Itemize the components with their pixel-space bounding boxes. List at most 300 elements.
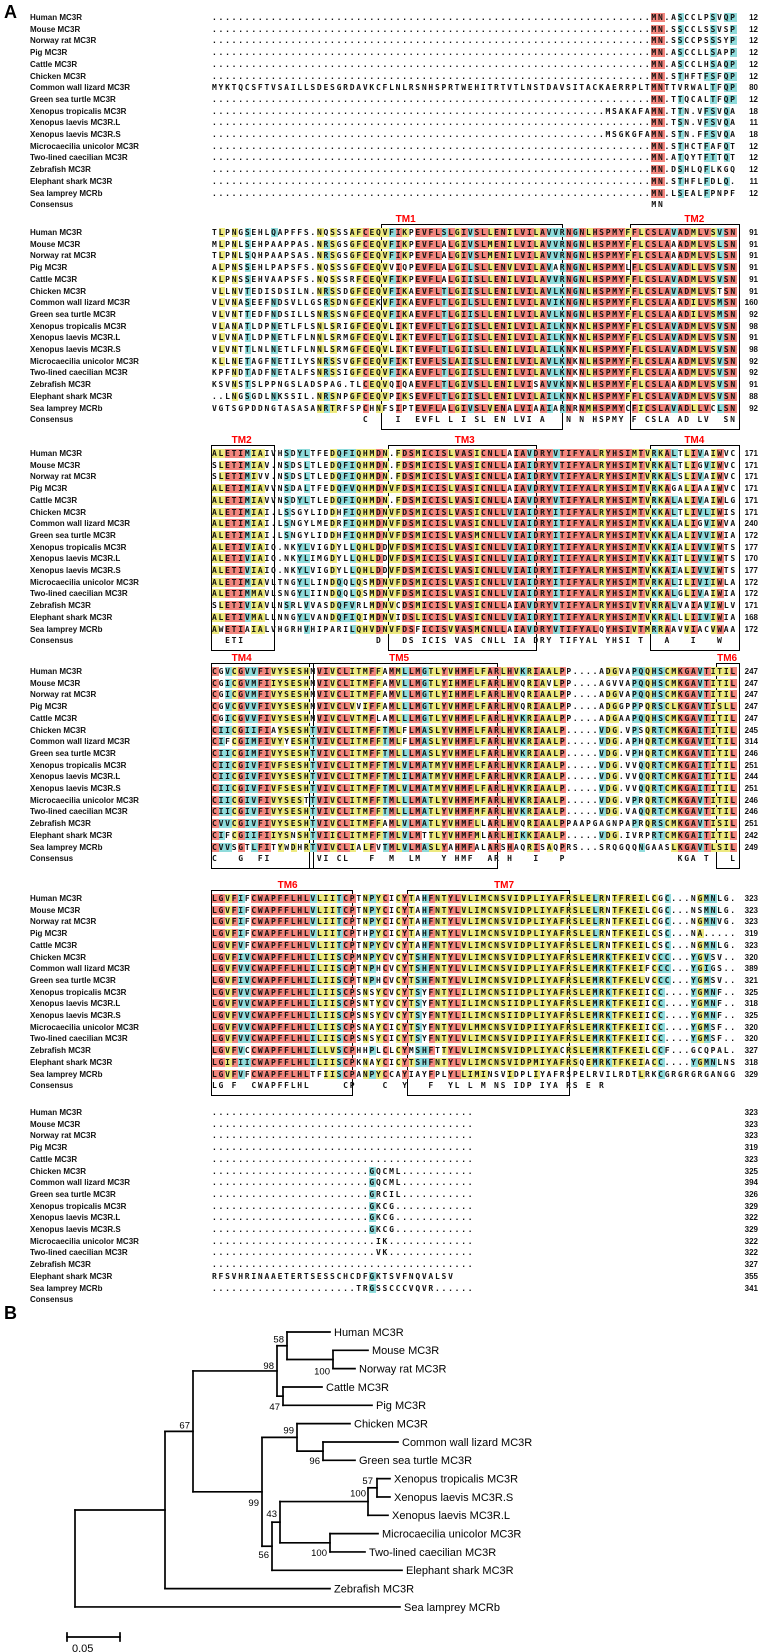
species-label: Microcaecilia unicolor MC3R [30, 577, 139, 587]
residue-number: 318 [744, 999, 758, 1009]
residue-number: 91 [749, 286, 758, 296]
species-label: Consensus [30, 200, 74, 210]
species-label: Human MC3R [30, 449, 83, 458]
sequence-row: ETI D DS ICIS VAS CNLL IA DRY TIFYAL YHSI T A I W [212, 636, 737, 646]
sequence-row: CIICGIIFIAYSESHTVIVCLITMFFTMLFLMASLYVHMFLFARLHVKRIAALP.....VDG.VPSQRTCMKGAITITIL [212, 725, 737, 735]
tm-domain-label: TM6 [277, 879, 298, 891]
tm-domain-label: TM4 [231, 652, 252, 664]
sequence-row: CIICGIVFIVFSESHTVIVCLITMFFTMLVLMATMYVHMFLFARLHVKRIAALP.....VDG.VVQQRTCMKGAITITIL [212, 760, 737, 770]
species-label: Green sea turtle MC3R [30, 94, 116, 104]
species-label: Chicken MC3R [30, 71, 87, 81]
sequence-row: ............................................................MSAKAFAMN.TTN.VFSVQA [212, 106, 744, 116]
residue-number: 172 [744, 589, 758, 599]
species-label: Pig MC3R [30, 48, 68, 58]
taxon-label: Sea lamprey MCRb [404, 1601, 500, 1614]
sequence-row: ........................GQCML........... [212, 1178, 475, 1188]
species-label: Cattle MC3R [30, 1154, 78, 1164]
species-label: Norway rat MC3R [30, 251, 97, 261]
species-label: Chicken MC3R [30, 1166, 87, 1176]
species-label: Xenopus tropicalis MC3R [30, 760, 127, 770]
residue-number: 355 [744, 1271, 758, 1281]
taxon-label: Common wall lizard MC3R [402, 1436, 533, 1449]
sequence-row: VLLNVTEDISDSILN.NRSSDGFCEQVFIKAEVFLTLGIISLLENILVILAVLKNGNLHSPMYFFLCSLAVADMLVSTSN [212, 286, 737, 296]
residue-number: 18 [749, 106, 758, 116]
sequence-row: ...................................................................MN.LSEALFPNPF [212, 188, 744, 198]
residue-number: 12 [749, 71, 758, 81]
sequence-row: ..LNGSGDLNKSSIL.NRSNPGFCEQVPIKSEVFLTLGIISLLENILVILAILKNKNLHSPMYFFLCSLAVADMLVSVSN [212, 391, 737, 401]
species-label: Mouse MC3R [30, 905, 81, 915]
bootstrap-value: 58 [273, 1334, 284, 1346]
sequence-row: CIICGIVFIVYSESTTVIVCLITMFFTMLLLMATLYVHMFMFARLHVKRIAALP.....VDG.VPRQRTCMKGAVTITIL [212, 795, 737, 805]
species-label: Two-lined caecilian MC3R [30, 1034, 128, 1044]
residue-number: 251 [744, 784, 758, 793]
species-label: Xenopus laevis MC3R.L [30, 772, 121, 782]
residue-number: 247 [744, 713, 758, 723]
sequence-row: KLLNETAGFNETILYSNRSSVGFCEQVFIKTEVFLSLAIISLLENILVILAVLKNKNLHSPMYFFLCSLAAADMLVSVSN [212, 356, 737, 366]
residue-number: 394 [744, 1178, 758, 1188]
species-label: Chicken MC3R [30, 952, 87, 962]
residue-number: 329 [744, 1201, 758, 1211]
residue-number: 12 [749, 188, 758, 198]
sequence-row: ...................................................................MN.TTQCALTFQP [212, 94, 737, 104]
species-label: Human MC3R [30, 13, 83, 22]
residue-number: 319 [744, 929, 758, 939]
species-label: Common wall lizard MC3R [30, 737, 131, 747]
residue-number: 171 [744, 601, 758, 611]
taxon-label: Green sea turtle MC3R [359, 1455, 473, 1468]
sequence-row: SLETIMIAV.NSDSLTLEDQFIQHMDN.FDSMICISLVASICNLLAIAIDRYVTIFYALRYHSIMTVRKALTLIGVIWVC [212, 460, 737, 470]
residue-number: 329 [744, 1225, 758, 1234]
sequence-row: LGVFIFCWAPFFLHLVLIITCPTNPYCICYTAHFNTYLVLIMCNSVIDPLIYAFRSLELRNTFREILCGC...NGMNLG. [212, 894, 737, 903]
sequence-row: CGICGVMFIVYSESHMVIVCLITMFFAMVLLMGTLYIHMFLFARLHVQRIAALPP....ADGVAPQQHSCMKGAVTITIL [212, 690, 737, 700]
species-label: Green sea turtle MC3R [30, 748, 116, 758]
species-label: Mouse MC3R [30, 460, 81, 470]
panel-a-label: A [4, 2, 17, 22]
species-label: Elephant shark MC3R [30, 830, 113, 840]
sequence-row: CIICGIMFIVYSESHTVIVCLITMFFTMLLLMASLYVHMFLFARLHVKRIAALP.....VDG.VPHQRTCMKGAVTITIL [212, 748, 737, 758]
bootstrap-value: 99 [283, 1425, 294, 1437]
species-label: Norway rat MC3R [30, 1131, 97, 1141]
residue-number: 88 [749, 391, 758, 401]
sequence-row: LGVFVVCWAPFFLHLILIISCPSNAYCICYTSYFNTYLVLMMCNSVIDPIIYAFRSLEMRKTFKEIICC....YGMSF.. [212, 1022, 737, 1032]
residue-number: 12 [749, 24, 758, 34]
phylogenetic-tree [0, 1300, 772, 1652]
residue-number: 172 [744, 530, 758, 540]
sequence-row: CVVSGTLFITYWDHRTVIVCLIALFVTMLVLMASLYAHMFALARSHAQRISAQPRS...SRQGQQNGAASLKGAVTLSIL [212, 842, 737, 852]
sequence-row: .........................VK............. [212, 1248, 475, 1258]
species-label: Chicken MC3R [30, 507, 87, 517]
sequence-row: ........................................ [212, 1119, 475, 1129]
species-label: Consensus [30, 1081, 74, 1091]
sequence-row: MLPNLSEHPAAPPAS.NRSGSGFCEQVFIKPEVFLALGIVSLMENILVILAVVRNGNLHSPMYFFLCSLAAADMLVSLSN [212, 239, 737, 249]
residue-number: 389 [744, 964, 758, 974]
sequence-row: TLPNGSEHLQAPFFS.NQSSSAFCEQVFIKPEVFLSLGIVSLLENILVILAVVRNGNLHSPMYFFLCSLAVADMLVSVSN [212, 228, 737, 237]
bootstrap-value: 56 [258, 1550, 269, 1562]
sequence-row: ...................................................................MN.ASCCLHSAQP [212, 59, 737, 69]
sequence-row: ALETIVIAIQ.NKYLIMGDYLLQHLDDVFDSMICISLVASICNLLVIAIDRYITIFYALRYHSIMTVKKAITLIVVIWTS [212, 554, 737, 564]
species-label: Chicken MC3R [30, 725, 87, 735]
species-label: Norway rat MC3R [30, 36, 97, 46]
sequence-row: LGVFIVCWAPFFLHLILIISCPTNPHCVCYTSHFNTYLVLIMCNSVIDPLIYAFRSLEMRKTFKELVCCC...YGMSV.. [212, 975, 737, 985]
residue-number: 320 [744, 952, 758, 962]
residue-number: 171 [744, 507, 758, 517]
residue-number: 323 [744, 905, 758, 915]
species-label: Human MC3R [30, 894, 83, 903]
residue-number: 323 [744, 917, 758, 927]
taxon-label: Zebrafish MC3R [334, 1583, 415, 1596]
sequence-row: ...................................................................MN.TSN.VFSVQA [212, 118, 744, 128]
sequence-row: KPFNDTADFNETALFSNRSSIGFCEQVFIKAEVFLTLGIISLLENILVILAVLKNKNLHSPMYFFLCSLAAADMLVSVSN [212, 368, 737, 378]
species-label: Consensus [30, 854, 74, 864]
sequence-row: ...................................................................MN.STHCTFAFQT [212, 141, 744, 151]
species-label: Two-lined caecilian MC3R [30, 368, 128, 378]
sequence-row: ...................................................................MN.SSCCLSSVSP [212, 24, 737, 34]
residue-number: 323 [744, 940, 758, 950]
residue-number: 91 [749, 251, 758, 261]
sequence-row: ALETIMIAI.LSNGYLIDDHFIQHMDNVFDSMICISLVASMCNLLVIAIDRYITIFYALRYHSIMTVKKALALIVVIWIA [212, 530, 737, 540]
species-label: Green sea turtle MC3R [30, 1189, 116, 1199]
sequence-row: LGVFVVCWAPFFLHLILIISCPSNSYCVCYTSYFNTYLILIMCNSIIDPLIYAFRSLEMRKTFKEIICC....YGMNF.. [212, 1011, 737, 1020]
species-label: Sea lamprey MCRb [30, 1069, 103, 1079]
species-label: Xenopus laevis MC3R.S [30, 1011, 121, 1020]
tm-domain-label: TM3 [454, 434, 475, 446]
taxon-label: Xenopus laevis MC3R.S [394, 1491, 514, 1504]
sequence-row: VLVNTTEDFNDSILLSNRSSNGFCEQVFIKAEVFLTLGIISLLENILVILAVLKNGNLHSPMYFFLCSLAAADILVSMSN [212, 309, 737, 319]
species-label: Zebrafish MC3R [30, 1046, 91, 1056]
residue-number: 247 [744, 690, 758, 700]
sequence-row: ALETIMMAVLSNGYLIINDQQLQSMDNVFDSMICISLVASICNLLVIAIDRYITIFYALRYHSIMTVKKALGLIVAIWIA [212, 589, 737, 599]
residue-number: 170 [744, 554, 758, 564]
sequence-row: SLETIMIVV.NSDSLTLEDQFIQHMDN.FDSMICISLVASICNLLAIAIDRYVTIFYALRYHSIMTVRKALSLIVAIWVC [212, 472, 737, 482]
residue-number: 327 [744, 1260, 758, 1270]
sequence-row: LGVFIFCWAPFFLHLVLIITCPTNPYCICYTAHFNTYLVLIMCNSVIDPLIYAFRSLELRNTFKEILCGC...NGMNVG. [212, 917, 737, 927]
residue-number: 251 [744, 760, 758, 770]
residue-number: 246 [744, 807, 758, 817]
tm-domain-label: TM2 [684, 213, 705, 225]
residue-number: 251 [744, 819, 758, 829]
species-label: Sea lamprey MCRb [30, 842, 103, 852]
tm-domain-label: TM6 [717, 652, 738, 664]
taxon-label: Microcaecilia unicolor MC3R [382, 1528, 522, 1541]
species-label: Mouse MC3R [30, 239, 81, 249]
sequence-row: ...................................................................MN.STHFTFSFQP [212, 71, 737, 81]
species-label: Microcaecilia unicolor MC3R [30, 1022, 139, 1032]
species-label: Pig MC3R [30, 1143, 68, 1153]
species-label: Human MC3R [30, 667, 83, 676]
sequence-row: .........................IK............. [212, 1236, 475, 1246]
sequence-row: MN [212, 200, 744, 210]
species-label: Pig MC3R [30, 929, 68, 939]
sequence-row: CGVCGVVFIVYSESHMVIVCLITMFFAMMLLMGTLYVHMFLFARLHVKRIAALPP....ADGVAPQQHSCMKGAVTITIL [212, 667, 737, 676]
sequence-row: LGVFIVCWAPFFLHLILIISCPMNPYCVCYTSHFNTYLVLIMCNSVIDPLIYAFRSLEMRKTFKEIVCCC...YGVSV.. [212, 952, 737, 962]
species-label: Sea lamprey MCRb [30, 403, 103, 413]
residue-number: 12 [749, 165, 758, 175]
residue-number: 325 [744, 1011, 758, 1020]
residue-number: 91 [749, 228, 758, 237]
taxon-label: Xenopus laevis MC3R.L [392, 1510, 511, 1523]
sequence-row: ...................................................................MN.SSCCPSSSYP [212, 36, 737, 46]
bootstrap-value: 43 [266, 1509, 277, 1521]
sequence-row: LGVFVVCWAPFFLHLILIISCPSNTYCVCYTSYFNTYLILIMCNSIIDPLIYAFRSLEMRKTFKEIICC....YGMNF.. [212, 999, 737, 1009]
species-label: Green sea turtle MC3R [30, 975, 116, 985]
residue-number: 12 [749, 13, 758, 22]
species-label: Green sea turtle MC3R [30, 530, 116, 540]
sequence-row: CIICGIVFIVFSESHTVIVCLITMFFTMLVLMATMYVHMFLFARLHVKRIAALP.....VDG.VVQQRTCMKGAITITIL [212, 784, 737, 793]
sequence-row: ........................GKCG............ [212, 1225, 475, 1234]
sequence-row: ALETIVIAIQ.NKYLVIGDYLLQHLDDVFDSMICISLVASICNLLVIAIDRYITIFYALRYHSIMTVKKAIALIVVIWTS [212, 566, 737, 575]
species-label: Microcaecilia unicolor MC3R [30, 1236, 139, 1246]
species-label: Cattle MC3R [30, 59, 78, 69]
residue-number: 320 [744, 1034, 758, 1044]
species-label: Pig MC3R [30, 702, 68, 712]
residue-number: 247 [744, 678, 758, 688]
sequence-row: CGICGVVFIVYSESHMVIVCLVTMFLAMLLLMGTLYVHMFLFARLHVKRIAALPP....ADGAAPQQHSCMKGAVTITIL [212, 713, 737, 723]
sequence-row: CIICGIVFIVYSESHTVIVCLITMFFTMLLLMATLYVHMFMFARLHVKRIAALP.....VDG.VAQQRTCMKGAVTITIL [212, 807, 737, 817]
residue-number: 92 [749, 356, 758, 366]
sequence-row: ...................................................................MN.ASCCLPSVQP [212, 13, 737, 22]
species-label: Xenopus laevis MC3R.L [30, 333, 121, 343]
sequence-row: LGVFVVCWAPFFLHLILIISCPTNPHCVCYTSHFNTYLVLIMCNSVIDPLIYAFRSLEMRKTFKEIFCCC...YGIGS.. [212, 964, 737, 974]
species-label: Xenopus laevis MC3R.S [30, 345, 121, 354]
species-label: Zebrafish MC3R [30, 819, 91, 829]
bootstrap-value: 99 [248, 1497, 259, 1509]
species-label: Cattle MC3R [30, 274, 78, 284]
residue-number: 325 [744, 1166, 758, 1176]
bootstrap-value: 100 [350, 1488, 366, 1500]
sequence-row: CIICGIVFIVYSESHTVIVCLITMFFTMLILMATMYVHMFLFARLHVKRIAALP.....VDG.VVQQRTCMKGAITITIL [212, 772, 737, 782]
sequence-row: ALETIVIAIQ.NKYLVIGDYLLQHLDDVFDSMICISLVASICNLLVIAIDRYITIFYALRYHSIMTVKKAIALIVVIWTS [212, 542, 737, 552]
species-label: Xenopus laevis MC3R.L [30, 554, 121, 564]
species-label: Consensus [30, 1295, 74, 1305]
species-label: Xenopus tropicalis MC3R [30, 987, 127, 997]
sequence-row: ........................................ [212, 1143, 475, 1153]
sequence-row: LG F CWAPFFLHL CP C Y F YL L M NS IDP IYA RS E R [212, 1081, 737, 1091]
sequence-row: CGVCGVVFIVYSESHMVIVCLVVIFFAMLLLMGTLYVHMFLFARLHVQRIAALPP....ADGGPPPQRSCLKGAVTISLL [212, 702, 737, 712]
taxon-label: Chicken MC3R [354, 1418, 428, 1431]
species-label: Mouse MC3R [30, 1119, 81, 1129]
species-label: Xenopus tropicalis MC3R [30, 542, 127, 552]
residue-number: 249 [744, 842, 758, 852]
residue-number: 98 [749, 321, 758, 331]
species-label: Elephant shark MC3R [30, 612, 113, 622]
sequence-row: ...................................................................MN.ATQYTFTTQT [212, 153, 744, 163]
species-label: Microcaecilia unicolor MC3R [30, 795, 139, 805]
residue-number: 91 [749, 274, 758, 284]
sequence-row: LGVFIFCWAPFFLHLVLIITCPTHPYCICYTAHFNTYLVLIMCNSVIDPLIYAFRSLELRNTFKEILCSC...NA..... [212, 929, 737, 939]
species-label: Common wall lizard MC3R [30, 298, 131, 308]
sequence-row: RFSVHRINAAETERTSESSCHCDFGKTSVFNQVALSV [212, 1271, 475, 1281]
sequence-row: ALETIMIAVVNSDYLTLEDQFIQHMDN.FDSMICISLVASICNLLAIAVDRYVTIFYALRYHSIMTVRKALALIVAIWLG [212, 495, 737, 505]
residue-number: 326 [744, 1189, 758, 1199]
sequence-row: TLPNLSQHPAAPSAS.NRSGSGFCEQVFIKPEVFLALGIVSLMENILVILAVVRNGNLHSPMYFFLCSLAAADMLVSLSN [212, 251, 737, 261]
residue-number: 172 [744, 577, 758, 587]
species-label: Cattle MC3R [30, 713, 78, 723]
taxon-label: Two-lined caecilian MC3R [369, 1546, 497, 1559]
residue-number: 322 [744, 1248, 758, 1258]
residue-number: 91 [749, 263, 758, 273]
residue-number: 92 [749, 368, 758, 378]
tm-domain-label: TM5 [389, 652, 410, 664]
sequence-row: VGTSGPDDNGTASASANRTRFSPCHNFSIPTEVFLALGIVSLVENALVIAAIARNRNMHSPMYCFICSLAVADLLVCLSN [212, 403, 737, 413]
residue-number: 92 [749, 403, 758, 413]
species-label: Xenopus tropicalis MC3R [30, 1201, 127, 1211]
sequence-row: LGVFVFCWAPFFLHLVLIITCPTNPYCVCYTAHFNTYLVLIMCNSVIDPLIYAFRSLELRNTFKEILCSC...NGMNLG. [212, 940, 737, 950]
species-label: Elephant shark MC3R [30, 1271, 113, 1281]
species-label: Consensus [30, 415, 74, 425]
taxon-label: Xenopus tropicalis MC3R [394, 1473, 519, 1486]
residue-number: 322 [744, 1213, 758, 1223]
species-label: Xenopus tropicalis MC3R [30, 321, 127, 331]
sequence-row: MYKTQCSFTVSAILLSDESGRDAVKCFLNLRSNHSPRTWEHITRTVTLNSTDAVSITACKAERRPLTMNTTVRWALTFQP [212, 83, 737, 93]
residue-number: 246 [744, 795, 758, 805]
sequence-row: ......................TRGSSCCCVQVR...... [212, 1283, 475, 1293]
sequence-row: ALETIMIAI.LSSGYLIDDHFIQHMDNVFDSMICISLVASICNLLVIAIDRYITIFYALRYHSIMTVKKALTLIVLIWIS [212, 507, 737, 517]
species-label: Zebrafish MC3R [30, 601, 91, 611]
sequence-row: ALETIMIAVLTNGYLLINDQQLQSMDNVFDSMICISLVASICNLLVIAIDRYITIFYALRYHSIMTVRKALILIVIIWLA [212, 577, 737, 587]
species-label: Common wall lizard MC3R [30, 964, 131, 974]
residue-number: 247 [744, 702, 758, 712]
species-label: Xenopus laevis MC3R.S [30, 1225, 121, 1234]
species-label: Mouse MC3R [30, 678, 81, 688]
residue-number: 12 [749, 59, 758, 69]
sequence-row: CIFCGIMFIVYYESHTVIVCLITMFFTMLFLMASLYVHMFLFARLHVKRIAALP.....VDG.APHQRTCMKGAVTITIL [212, 737, 737, 747]
sequence-row: AWETIAIALVHGRHVHIPARILQHVDNVFDSFICISVVASMCNLLAIAVDRYVTIFYALQYHSIVTMRRAAVVIACVWAA [212, 624, 737, 634]
sequence-row: KSVNSTSLPPNGSLADSPAG.TLCEQVQIQAEVFLTLGIVSLLENILVISAVVKNKNLHSPMYFFLCSLAAADMLVSVSN [212, 380, 737, 390]
sequence-row: ALETIMIAI.LSNGYLMEDRFIQHMDNVFDSMICISLVASICNLLVIAIDRYITIFYALRYHSIMTVKKALALIGVIWVA [212, 519, 737, 529]
residue-number: 168 [744, 612, 758, 622]
tm-domain-label: TM7 [494, 879, 515, 891]
species-label: Norway rat MC3R [30, 472, 97, 482]
species-label: Two-lined caecilian MC3R [30, 589, 128, 599]
sequence-row: CGICGVMFIIYSESHMVIVCLITMFFAMVLLMGTLYIHMFLFARLHVQRIAVLPP....AGVVAPQQHSCMKGAVTITIL [212, 678, 737, 688]
residue-number: 171 [744, 472, 758, 482]
species-label: Elephant shark MC3R [30, 391, 113, 401]
residue-number: 11 [749, 176, 758, 186]
residue-number: 319 [744, 1143, 758, 1153]
panel-b-label: B [4, 1303, 17, 1323]
species-label: Chicken MC3R [30, 286, 87, 296]
residue-number: 171 [744, 449, 758, 458]
residue-number: 91 [749, 333, 758, 343]
residue-number: 80 [749, 83, 758, 93]
residue-number: 341 [744, 1283, 758, 1293]
residue-number: 240 [744, 519, 758, 529]
sequence-row: ALETIMIAIVHSDYLTFEDQFIQHMDN.FDSMICISLVASICNLLAIAVDRYVTIFYALRYHSIMTVRKALTLIVAIWVC [212, 449, 737, 458]
species-label: Sea lamprey MCRb [30, 1283, 103, 1293]
residue-number: 327 [744, 1046, 758, 1056]
sequence-row: ........................GKCG............ [212, 1213, 475, 1223]
sequence-row: VLVNASEEFNDSVLLGSRSDNGFCEKVFIKAEVFLTLGILSLLENILVILAVIKNGNLHSPMYFFLCSLAAADILVSMSN [212, 298, 737, 308]
species-label: Microcaecilia unicolor MC3R [30, 141, 139, 151]
residue-number: 177 [744, 542, 758, 552]
residue-number: 323 [744, 1119, 758, 1129]
residue-number: 323 [744, 1154, 758, 1164]
species-label: Norway rat MC3R [30, 917, 97, 927]
species-label: Norway rat MC3R [30, 690, 97, 700]
sequence-row: ........................................ [212, 1131, 475, 1141]
sequence-row: ........................................ [212, 1154, 475, 1164]
residue-number: 171 [744, 495, 758, 505]
sequence-row: ...................................................................MN.ASCCLLSAPP [212, 48, 737, 58]
residue-number: 91 [749, 239, 758, 249]
sequence-row: ........................GQCML........... [212, 1166, 475, 1176]
tm-domain-label: TM1 [395, 213, 416, 225]
sequence-row: C I EVFL L I SL EN LVI A N N HSPMY F CSLA AD LV SN [212, 415, 737, 425]
species-label: Xenopus laevis MC3R.S [30, 784, 121, 793]
residue-number: 171 [744, 460, 758, 470]
residue-number: 171 [744, 484, 758, 494]
sequence-row: LGVFIFCWAPFFLHLVLIITCPTNPYCICYTAHFNTYLVLIMCNSVIDPLIYAFRSLELRNTFKEILCGC...NSMNLG. [212, 905, 737, 915]
residue-number: 323 [744, 1131, 758, 1141]
species-label: Elephant shark MC3R [30, 1057, 113, 1067]
sequence-row: ALETIVMALLNNGYLVANDQFIQIMDNVIDSLICISLVASICNLLVIAIDRYITIFYALRYHSIMTVKRALLLIIVIWIA [212, 612, 737, 622]
residue-number: 12 [749, 48, 758, 58]
residue-number: 245 [744, 725, 758, 735]
species-label: Xenopus laevis MC3R.S [30, 566, 121, 575]
residue-number: 323 [744, 894, 758, 903]
taxon-label: Human MC3R [334, 1326, 404, 1339]
tm-domain-label: TM2 [231, 434, 252, 446]
bootstrap-value: 67 [179, 1420, 190, 1432]
taxon-label: Pig MC3R [376, 1400, 427, 1413]
species-label: Zebrafish MC3R [30, 1260, 91, 1270]
residue-number: 329 [744, 1069, 758, 1079]
sequence-row: VLANATLDPNETLFLSNLSRIGFCEQVLIKTEVFLTLGIISLLENILVILAILKNKNLHSPMYFFLCSLAVADMLVSVSN [212, 321, 737, 331]
species-label: Two-lined caecilian MC3R [30, 153, 128, 163]
residue-number: 247 [744, 667, 758, 676]
sequence-row: SLETIVIAVLNSRLVVASDQFVRLMDNVCDSMICISLVASICNLLAIAVDRYVTIFYALRYHSIVTVRRALVAIAVIWLV [212, 601, 737, 611]
sequence-row: CIFCGIIFIIYSNSHTVIICLITMFFTMLVLMTTLYVHMFMLARLHIKKIAALP.....VDG.IVRPRTCMKGAITITIL [212, 830, 737, 840]
bootstrap-value: 98 [263, 1360, 274, 1372]
residue-number: 12 [749, 153, 758, 163]
species-label: Xenopus laevis MC3R.L [30, 1213, 121, 1223]
sequence-row: VLVNTTLNLNETLFLNNLSRMGFCEQVLIKTEVFLTLGIISLLENILVILAILKNKNLHSPMYFFLCSLAVADMLVSVSN [212, 345, 737, 354]
residue-number: 98 [749, 345, 758, 354]
sequence-row: CVVCGIVFIVYSESHTVIVCLITMFFAMLVLMATLYVHMFLLARLHVQRIAALPPAAPGAGNPAPRQRSCMKGAVTISIL [212, 819, 737, 829]
residue-number: 320 [744, 1022, 758, 1032]
sequence-row: LGVFVFCWAPFFLHLTFIISCPANPYCCAYIAYFPLYLLIMINSVIDPLIYAFRSPELRVILRDTLRKCGRGRGRGANGG [212, 1069, 737, 1079]
species-label: Zebrafish MC3R [30, 165, 91, 175]
taxon-label: Norway rat MC3R [359, 1363, 447, 1376]
species-label: Common wall lizard MC3R [30, 1178, 131, 1188]
species-label: Sea lamprey MCRb [30, 624, 103, 634]
residue-number: 321 [744, 975, 758, 985]
residue-number: 325 [744, 987, 758, 997]
species-label: Green sea turtle MC3R [30, 309, 116, 319]
residue-number: 11 [749, 118, 758, 128]
species-label: Two-lined caecilian MC3R [30, 1248, 128, 1258]
scale-bar-label: 0.05 [72, 1643, 94, 1652]
sequence-row: KLPNSSEHVAAPSFS.NQSSSRFCEQVFIKPEVFLALGIISLLENILVILAVVRNGNLHSPMYFFLCSLAVADMLVSVSN [212, 274, 737, 284]
residue-number: 314 [744, 737, 758, 747]
residue-number: 12 [749, 94, 758, 104]
bootstrap-value: 47 [269, 1402, 280, 1414]
residue-number: 91 [749, 380, 758, 390]
sequence-row: ............................................................MSGKGFAMN.STN.FFSVQA [212, 130, 744, 139]
species-label: Common wall lizard MC3R [30, 83, 131, 93]
species-label: Two-lined caecilian MC3R [30, 807, 128, 817]
species-label: Mouse MC3R [30, 24, 81, 34]
species-label: Cattle MC3R [30, 495, 78, 505]
residue-number: 177 [744, 566, 758, 575]
residue-number: 18 [749, 130, 758, 139]
residue-number: 242 [744, 830, 758, 840]
residue-number: 244 [744, 772, 758, 782]
residue-number: 172 [744, 624, 758, 634]
species-label: Human MC3R [30, 228, 83, 237]
bootstrap-value: 100 [311, 1547, 327, 1559]
residue-number: 246 [744, 748, 758, 758]
